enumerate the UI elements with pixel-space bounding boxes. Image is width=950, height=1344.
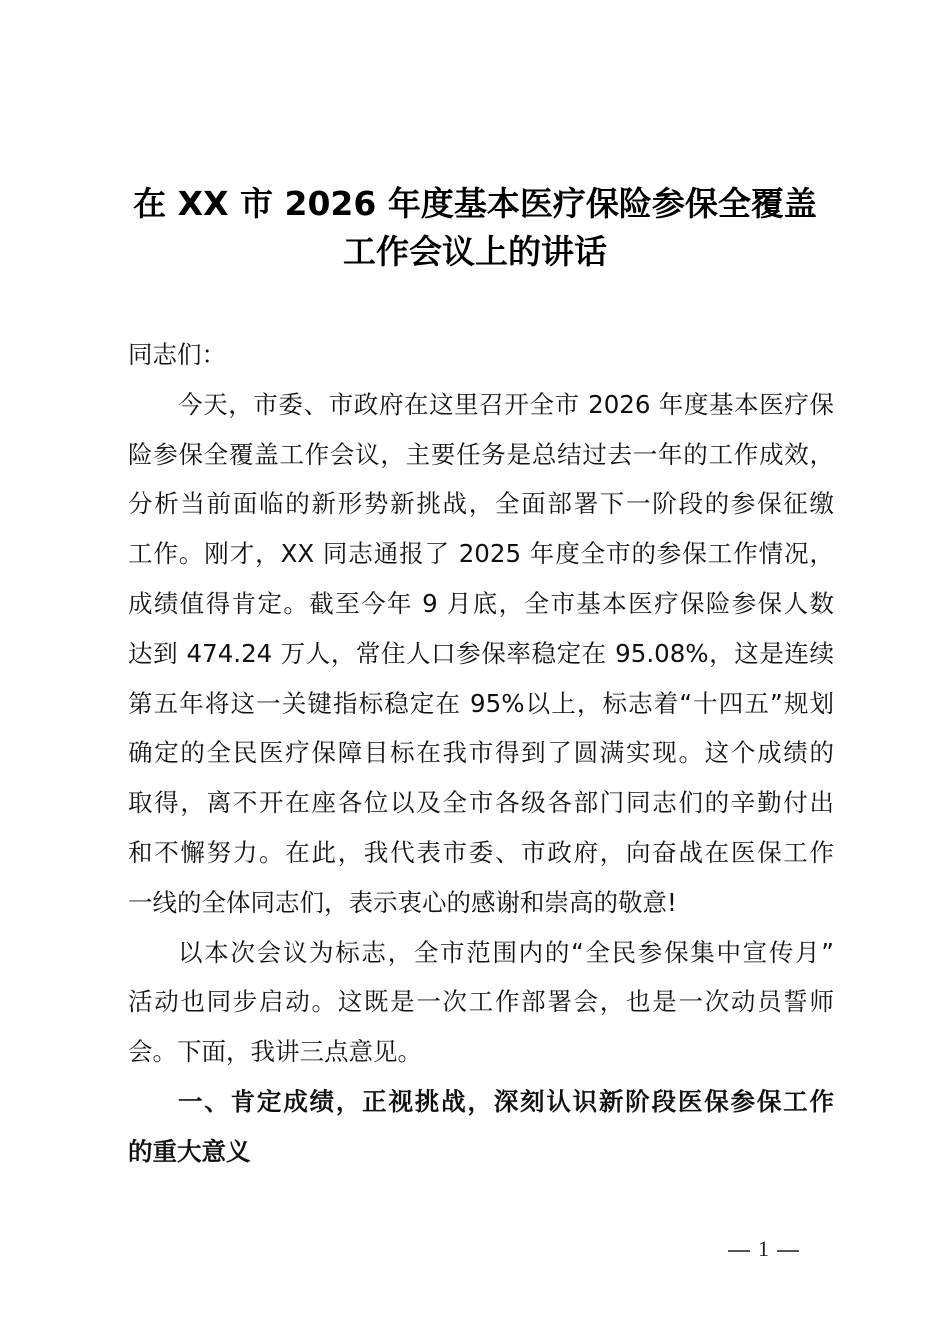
paragraph-line: 取得，离不开在座各位以及全市各级各部门同志们的辛勤付出 (128, 788, 834, 818)
paragraph-line: 成绩值得肯定。截至今年 9 月底，全市基本医疗保险参保人数 (128, 588, 834, 618)
paragraph-line: 以本次会议为标志，全市范围内的“全民参保集中宣传月” (178, 937, 834, 967)
page-number: 1 (758, 1236, 769, 1261)
paragraph-line: 活动也同步启动。这既是一次工作部署会，也是一次动员誓师 (128, 987, 834, 1017)
document-title (100, 180, 850, 276)
paragraph-line: 确定的全民医疗保障目标在我市得到了圆满实现。这个成绩的 (128, 738, 834, 768)
document-body (128, 330, 834, 1177)
page-number-footer (720, 1236, 800, 1262)
paragraph-line: 会。下面，我讲三点意见。 (128, 1037, 422, 1067)
paragraph-line: 一线的全体同志们，表示衷心的感谢和崇高的敬意! (128, 887, 677, 917)
salutation: 同志们： (128, 340, 226, 369)
heading-line: 的重大意义 (128, 1136, 251, 1166)
dash-right (777, 1250, 799, 1252)
heading-line: 一、肯定成绩，正视挑战，深刻认识新阶段医保参保工作 (178, 1086, 834, 1116)
paragraph-campaign (128, 928, 834, 1077)
paragraph-line: 第五年将这一关键指标稳定在 95%以上，标志着“十四五”规划 (128, 688, 834, 718)
paragraph-line: 达到 474.24 万人，常住人口参保率稳定在 95.08%，这是连续 (128, 638, 834, 668)
paragraph-opening (128, 380, 834, 928)
title-line-1: 在 XX 市 2026 年度基本医疗保险参保全覆盖 (133, 184, 817, 223)
paragraph-line: 今天，市委、市政府在这里召开全市 2026 年度基本医疗保 (178, 389, 834, 419)
section-heading-1 (128, 1077, 834, 1177)
paragraph-line: 工作。刚才，XX 同志通报了 2025 年度全市的参保工作情况， (128, 539, 834, 569)
paragraph-line: 险参保全覆盖工作会议，主要任务是总结过去一年的工作成效， (128, 439, 834, 469)
paragraph-line: 和不懈努力。在此，我代表市委、市政府，向奋战在医保工作 (128, 837, 834, 867)
dash-left (728, 1250, 750, 1252)
title-line-2: 工作会议上的讲话 (343, 232, 607, 271)
paragraph-line: 分析当前面临的新形势新挑战，全面部署下一阶段的参保征缴 (128, 489, 834, 519)
